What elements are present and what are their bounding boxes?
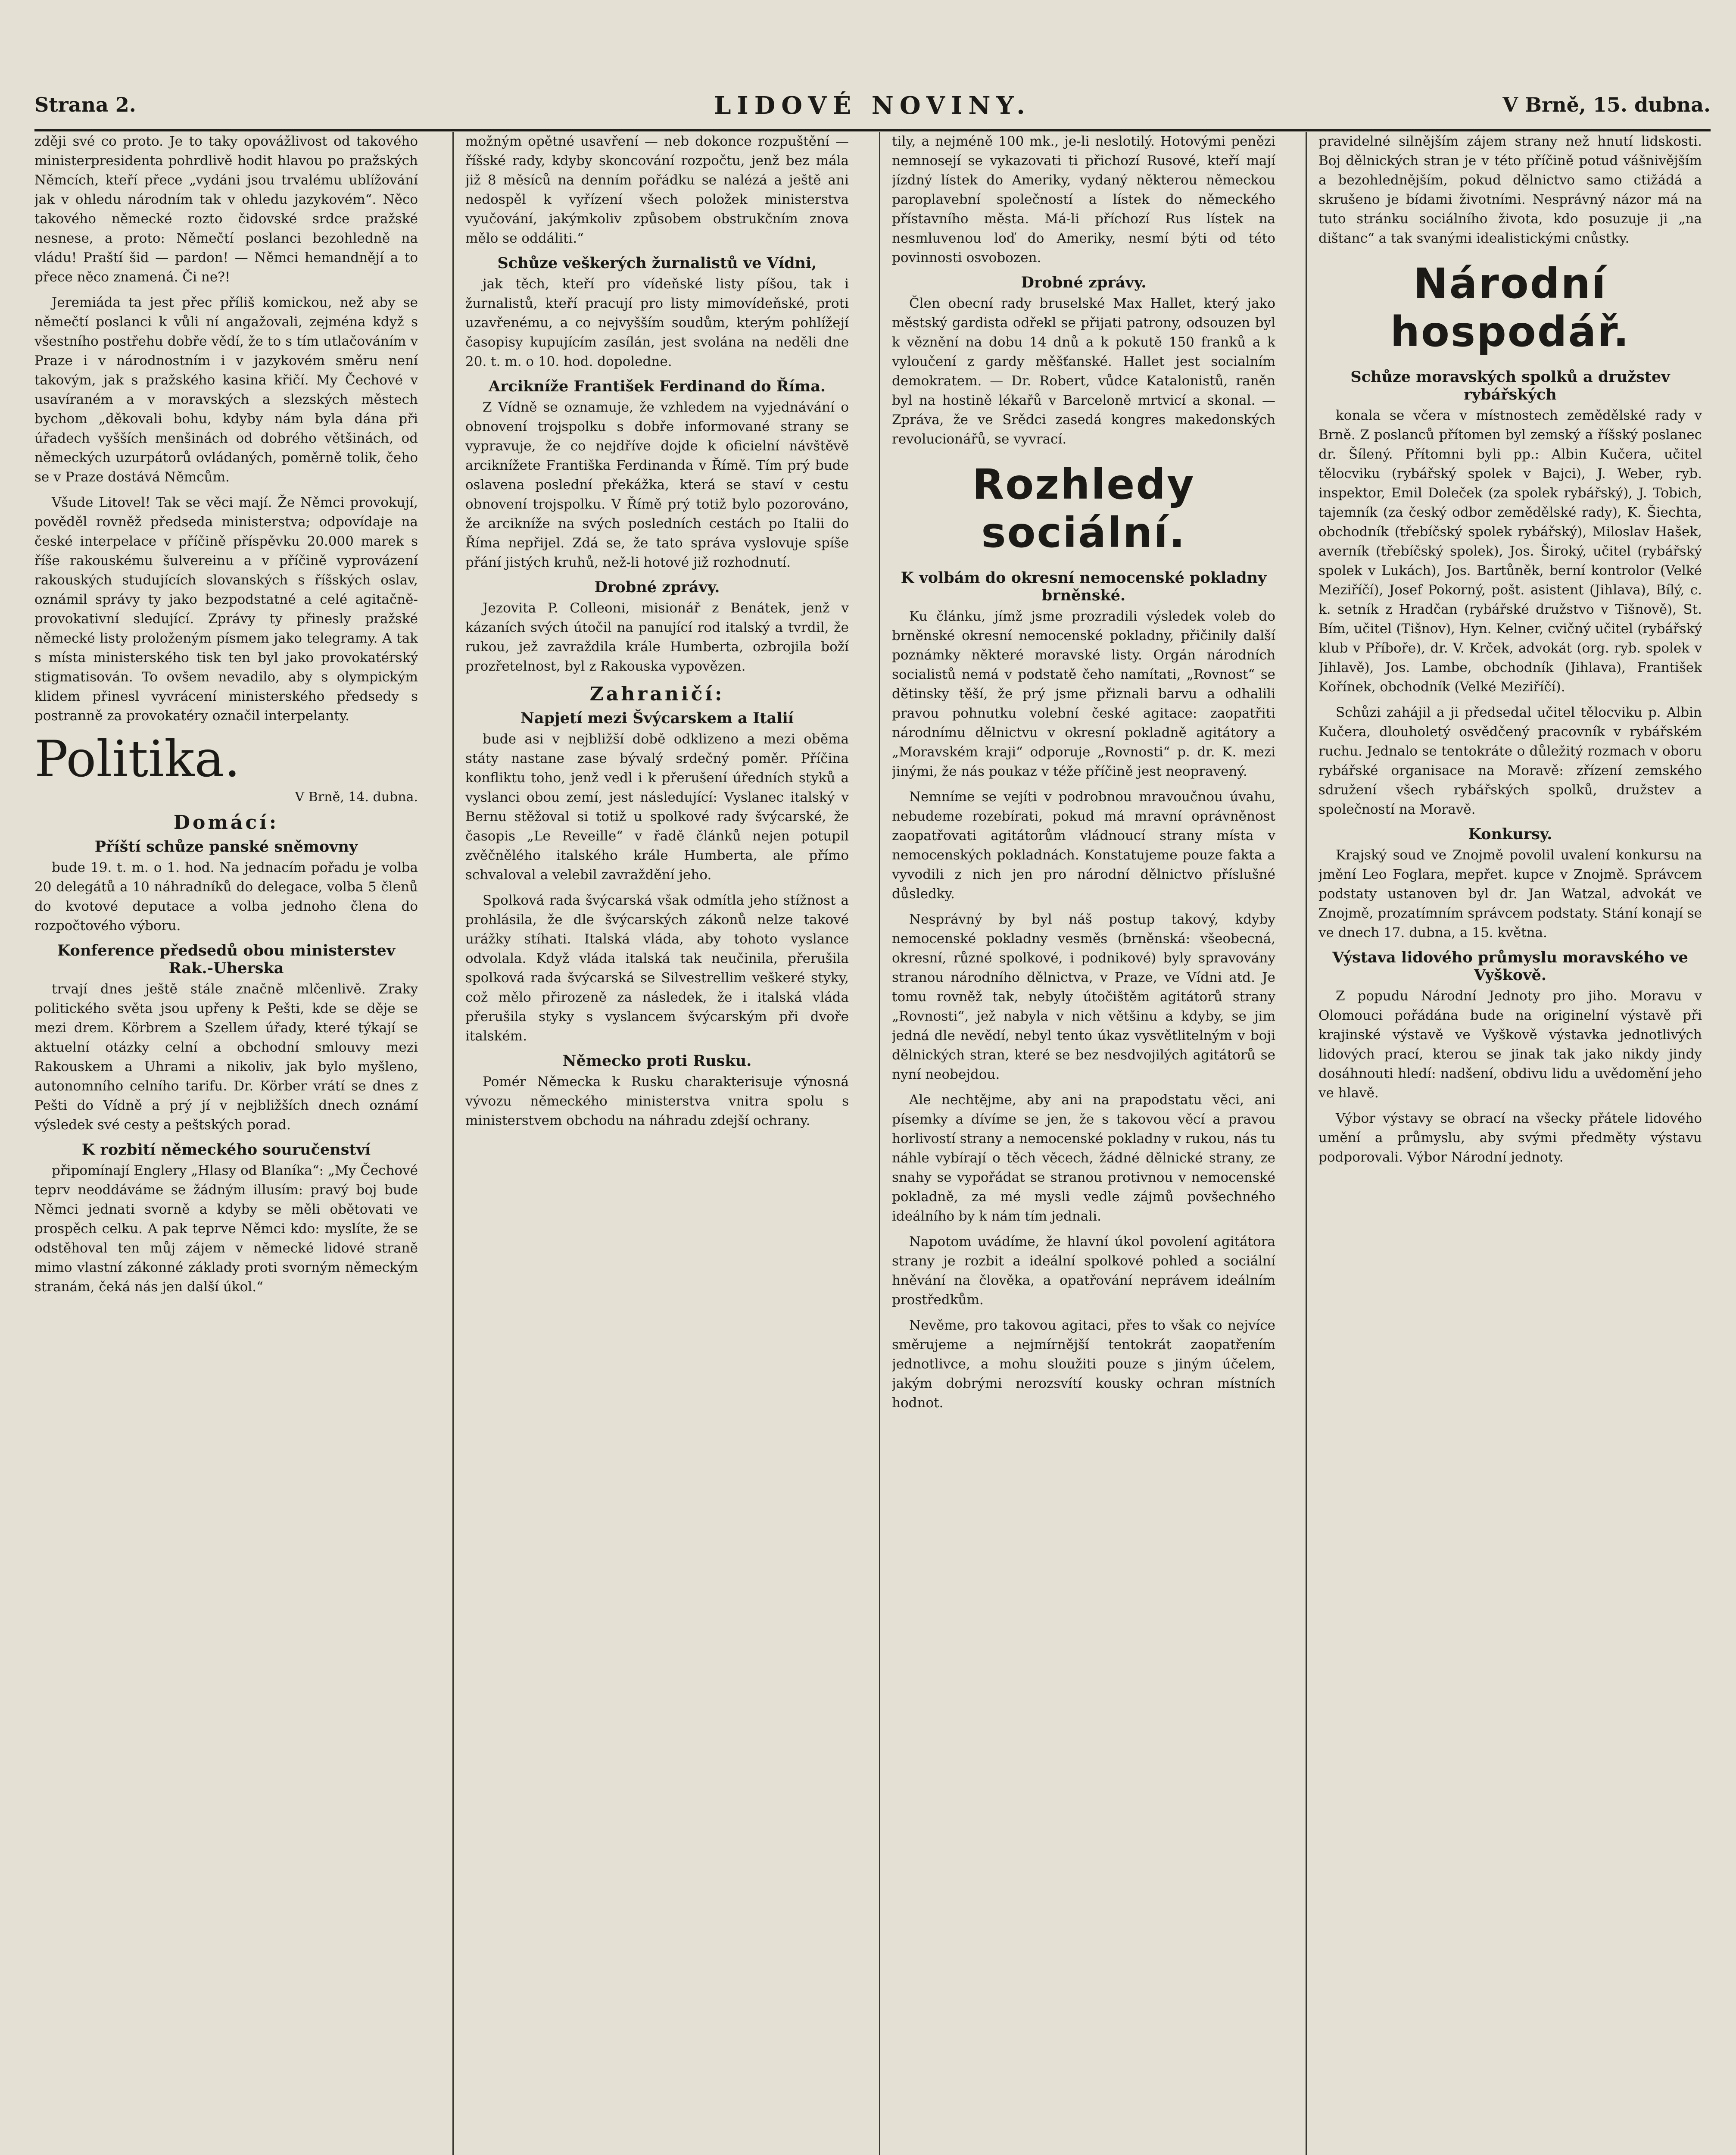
article-heading: K rozbití německého souručenství [81,1141,371,1159]
article-paragraph: Jezovita P. Colleoni, misionář z Benátek, jenž v kázaních svých útočil na panující rod italský a tvrdil, že rukou, jež zavraždila krále Humberta, ozbrojila boží prozřetelnost, byl z Rakouska vypovězen. [465,600,849,674]
article-paragraph: Nesprávný by byl náš postup takový, kdyby nemocenské pokladny vesměs (brněnská: všeobecná, okresní, různé spolkové, i podnikové) byly spravovány stranou národního dělnictva, v Praze, ve Vídni atd. Je tomu rovněž tak, nebyly útočištěm agitátorů strany „Rovnosti“, jež nabyla v nich většinu a kdyby, se jim jedná dle nevědí, nebyl tento úkaz vysvětlitelným v boji dělnických stran, které se bez nesdvojilých agitátorů se nyní neobejdou. [892,912,1275,1082]
article-paragraph: Nemníme se vejíti v podrobnou mravoučnou úvahu, nebudeme rozebírati, pokud má mravní oprávněnost zaopatřovati agitátorům vládnoucí strany místa v nemocenských pokladnách. Konstatujeme pouze fakta a vyvodili z nich jen pro národní dělnictvo příslušné důsledky. [892,789,1275,902]
article-heading: Arcikníže František Ferdinand do Říma. [488,378,826,395]
article-paragraph: jak těch, kteří pro vídeňské listy píšou, tak i žurnalistů, kteří pracují pro listy mimovídeňské, proti uzavřenému, a co nejvyšším soudům, kterým pohlížejí časopisy kupujícím zasílán, jest svolána na neděli dne 20. t. m. o 10. hod. dopoledne. [465,276,849,369]
article-paragraph: Z Vídně se oznamuje, že vzhledem na vyjednávání o obnovení trojspolku s dobře informované strany se vypravuje, že co nejdříve dojde k oficielní návštěvě arciknížete Františka Ferdinanda v Římě. Tím prý bude oslavena poslední překážka, která se staví v cestu obnovení trojspolku. V Římě prý totiž bylo pozorováno, že arcikníže na svých posledních cestách po Italii do Říma nepřijel. Zdá se, že tato správa vyslovuje spíše přání jistých kruhů, než-li hotové již rozhodnutí. [465,400,849,570]
column-divider [879,132,880,2155]
section-title-politika: Politika. [34,730,240,788]
article-heading: Drobné zprávy. [594,578,720,596]
article-paragraph: Napotom uvádíme, že hlavní úkol povolení agitátora strany je rozbit a ideální spolkové pohled a sociální hněvání na člověka, a opatřování neprávem ideálním prostředkům. [892,1234,1275,1308]
header-rule [34,129,1711,131]
article-paragraph: bude 19. t. m. o 1. hod. Na jednacím pořadu je volba 20 delegátů a 10 náhradníků do delegace, volba 5 členů do kvotové deputace a volba jednoho člena do rozpočtového výboru. [34,860,418,934]
page-header [34,91,1711,128]
article-paragraph: Spolková rada švýcarská však odmítla jeho stížnost a prohlásila, že dle švýcarských zákonů nelze takové urážky stíhati. Italská vláda, aby tohoto vyslance odvolala. Když vláda italská tak neučinila, přerušila spolková rada švýcarská se Silvestrellim veškeré styky, což mělo přirozeně za následek, že i italská vláda přerušila styky s vyslancem švýcarským při dvoře italském. [465,893,849,1044]
section-dateline: V Brně, 14. dubna. [295,790,418,805]
article-heading: Drobné zprávy. [1021,274,1147,291]
article-paragraph: Nevěme, pro takovou agitaci, přes to však co nejvíce směrujeme a nejmírnější tentokrát zaopatřením jednotlivce, a mohu sloužiti pouze s jiným účelem, jakým dobrými nerozsvítí kousky ochran místních hodnot. [892,1318,1275,1411]
column-divider [1306,132,1307,2155]
article-paragraph: Pomér Německa k Rusku charakterisuje výnosná vývozu německého ministerstva vnitra spolu s ministerstvem obchodu na náhradu zdejší ochrany. [465,1074,849,1128]
column-4 [1318,132,1702,2155]
article-paragraph: Všude Litovel! Tak se věci mají. Že Němci provokují, pověděl rovněž předseda ministerstva; odpovídaje na české interpelace v příčině příspěvku 20.000 marek s říše rakouskému šulvereinu a v příčině vyprovázení rakouských studujících slovanských s říšských oslav, oznámil správy ty jako bezpodstatné a celé agitačně-provokativní sledující. Zprávy ty přinesly pražské německé listy proloženým písmem jako telegramy. A tak s místa ministerského tisk ten byl jako provokatérský stigmatisován. To ovšem nevadilo, aby s olympickým klidem přinesl vyvrácení ministerského předsedy s postranně za provokatéry označil interpelanty. [34,495,418,724]
article-paragraph: pravidelné silnějším zájem strany než hnutí lidskosti. Boj dělnických stran je v této příčině potud vášnivějším a bezohlednějším, pokud dělnictvo samo ctižádá a skrušeno je bídami životními. Nesprávný názor má na tuto stránku sociálního života, kdo posuzuje ji „na dištanc“ a tak svanými idealistickými cnůstky. [1318,134,1702,246]
page-number: Strana 2. [34,93,136,116]
column-divider [452,132,454,2155]
column-3 [892,132,1275,2155]
article-paragraph: bude asi v nejbližší době odklizeno a mezi oběma státy nastane zase bývalý srdečný poměr. Příčina konfliktu toho, jenž vedl i k přerušení úředních styků a vyslanci obou zemí, jest následující: Vyslanec italský v Bernu stěžoval si totiž u spolkové rady švýcarské, že časopis „Le Reveille“ v řadě článků nejen potupil zvěčnělého italského krále Humberta, ale přímo schvaloval a velebil zavraždění jeho. [465,731,849,883]
article-paragraph: Ale nechtějme, aby ani na prapodstatu věci, ani písemky a dívíme se jen, že s takovou věcí a pravou horlivostí strany a nemocenské pokladny v rukou, nás tu náhle vybírají o těch věcech, žádné dělnické strany, ze snahy se vypořádat se stranou protivnou v nemocenské pokladně, za mé mysli vedle zájmů povšechného ideálního by k nám tím jednali. [892,1092,1275,1224]
article-paragraph: připomínají Englery „Hlasy od Blaníka“: „My Čechové teprv neoddáváme se žádným illusím: pravý boj bude Němci jednati svorně a kdyby se měli obětovati ve prospěch celku. A pak teprve Němci kdo: myslíte, že se odstěhoval ten můj zájem v německé lidové straně mimo vlastní zákonné základy proti svorným německým stranám, čeká nás jen další úkol.“ [34,1163,418,1295]
dateline: V Brně, 15. dubna. [1502,93,1711,116]
article-heading: Napjetí mezi Švýcarskem a Italií [520,709,794,727]
article-paragraph: Člen obecní rady bruselské Max Hallet, který jako městský gardista odřekl se přijati patrony, odsouzen byl k věznění na dobu 14 dnů a k pokutě 150 franků a k vyloučení z gardy měšťanské. Hallet jest socialním demokratem. — Dr. Robert, vůdce Katalonistů, raněn byl na hostině lékařů v Barceloně mrtvicí a skonal. — Zpráva, že ve Srědci zasedá kongres makedonských revolucionářů, se vyvrací. [892,296,1275,447]
article-paragraph: Schůzi zahájil a ji předsedal učitel tělocviku p. Albin Kučera, dlouholetý osvědčený pracovník v rybářském ruchu. Jednalo se tentokráte o důležitý rozmach v oboru rybářské organisace na Moravě: zřízení zemského sdružení všech rybářských spolků, družstev a společností na Moravě. [1318,705,1702,817]
article-heading: Příští schůze panské sněmovny [94,838,358,856]
article-paragraph: Výbor výstavy se obrací na všecky přátele lidového umění a průmyslu, aby svými předměty výstavu podporovali. Výbor Národní jednoty. [1318,1111,1702,1165]
article-paragraph: Krajský soud ve Znojmě povolil uvalení konkursu na jmění Leo Foglara, mepřet. kupce v Znojmě. Správcem podstaty ustanoven byl dr. Jan Watzal, advokát ve Znojmě, prozatímním správcem podstaty. Stání konají se ve dnech 17. dubna, a 15. května. [1318,847,1702,940]
section-title-rozhledy: Rozhledy sociální. [972,460,1195,557]
section-title-hospodar: Národní hospodář. [1390,259,1630,356]
article-paragraph: trvají dnes ještě stále značně mlčenlivě. Zraky politického světa jsou upřeny k Pešti, kde se děje se mezi drem. Körbrem a Szellem úřady, které týkají se aktuelní otázky celní a obchodní smlouvy mezi Rakouskem a Uhrami a nikoliv, jak bylo myšleno, autonomního celního tarifu. Dr. Körber vrátí se dnes z Pešti do Vídně a prý jí v nejbližších dnech oznámí výsledek své cesty a peštských porad. [34,981,418,1133]
column-1 [34,132,418,2155]
masthead: LIDOVÉ NOVINY. [714,91,1031,120]
article-heading: Výstava lidového průmyslu moravského ve Vyškově. [1332,949,1688,984]
article-paragraph: zději své co proto. Je to taky opovážlivost od takového ministerpresidenta pohrdlivě hodit hlavou po pražských Němcích, kteří přece „vydáni jsou trvalému ublížování jak v ohledu národním tak v ohledu jazykovém“. Něco takového německé rozto čidovské srdce pražské nesnese, a proto: Němečtí poslanci bezohledně na vládu! Praští šid — pardon! — Němci hemandnějí a to přece něco znamená. Či ne?! [34,134,418,285]
column-2 [465,132,849,2155]
article-heading: K volbám do okresní nemocenské pokladny brněnské. [901,569,1267,604]
subsection-domaci: Domácí: [173,812,279,834]
article-paragraph: Ku článku, jímž jsme prozradili výsledek voleb do brněnské okresní nemocenské pokladny, přičinily další poznámky některé moravské listy. Orgán národních socialistů nemá v podstatě čeho namítati, „Rovnost“ se dětinsky těší, že prý jsme přiznali barvu a odhalili pravou pohnutku volební české agitace: zaopatřiti národnímu dělnictvu v okresní pokladně agitátory a „Moravském kraji“ odporuje „Rovnosti“ p. dr. K. mezi jinými, že nás poukaz v téže příčině jest neopravený. [892,609,1275,779]
article-paragraph: tily, a nejméně 100 mk., je-li neslotilý. Hotovými penězi nemnosejí se vykazovati ti přichozí Rusové, kteří mají jízdný lístek do Ameriky, vydaný některou německou paroplavební společností a lístek do německého přístavního města. Má-li příchozí Rus lístek na nesmluvenou loď do Ameriky, nesmí býti od této povinnosti osvobozen. [892,134,1275,265]
article-paragraph: konala se včera v místnostech zemědělské rady v Brně. Z poslanců přítomen byl zemský a říšský poslanec dr. Šílený. Přítomni byli pp.: Albin Kučera, učitel tělocviku (rybářský spolek v Bajci), J. Weber, ryb. inspektor, Emil Doleček (za spolek rybářský), J. Tobich, tajemník (za český odbor zemědělské rady), K. Šiechta, obchodník (třebíčský spolek rybářský), Miloslav Hašek, averník (třebíčský spolek), Jos. Široký, učitel (rybářský spolek v Lukách), Jos. Bartůněk, berní kontrolor (Velké Meziříčí), Josef Pokorný, pošt. asistent (Jihlava), Bílý, c. k. setník z Hradčan (rybářské družstvo v Tišnově), St. Bím, učitel (Tišnov), Hyn. Kelner, cvičný učitel (rybářský klub v Příboře), dr. V. Krček, advokát (org. ryb. spolek v Jihlavě), Jos. Lambe, obchodník (Jihlava), František Kořínek, obchodník (Velké Meziříčí). [1318,408,1702,695]
article-heading: Německo proti Rusku. [562,1052,752,1070]
article-paragraph: Jeremiáda ta jest přec příliš komickou, než aby se němečtí poslanci k vůli ní angažovali, zejména když s všestního postřehu dobře vědí, že to s tím utlačováním v Praze i v národnostním i v jazykovém směru není takovým, jak s pražského kasina křičí. My Čechové v usavíraném a v moravských a slezských městech bychom „děkovali bohu, kdyby nám byla dána při úřadech vyšších menšinách od dobrého většinách, od německých uzurpátorů ovládaných, poměrně tolik, čeho se v Praze dostává Němcům. [34,295,418,485]
article-heading: Konference předsedů obou ministerstev Rak.-Uherska [57,942,396,977]
article-paragraph: možným opětné usavření — neb dokonce rozpuštění — říšské rady, kdyby skoncování rozpočtu, jenž bez mála již 8 měsíců na denním pořádku se nalézá a ještě ani nedospěl k vyřízení všech položek ministerstva vyučování, jakýmkoliv způsobem obstrukčním znova mělo se oddáliti.“ [465,134,849,246]
subsection-zahranici: Zahraničí: [589,683,725,705]
article-heading: Konkursy. [1468,825,1552,843]
article-heading: Schůze veškerých žurnalistů ve Vídni, [497,254,817,272]
article-heading: Schůze moravských spolků a družstev rybářských [1350,368,1670,403]
article-paragraph: Z popudu Národní Jednoty pro jiho. Moravu v Olomouci pořádána bude na originelní výstavě při krajinské výstavě ve Vyškově výstavka jednotlivých lidových prací, kterou se jinak tak jako nikdy jindy dosáhnouti hledí: nadšení, obdivu lidu a uvědomění jeho ve hlavě. [1318,988,1702,1101]
